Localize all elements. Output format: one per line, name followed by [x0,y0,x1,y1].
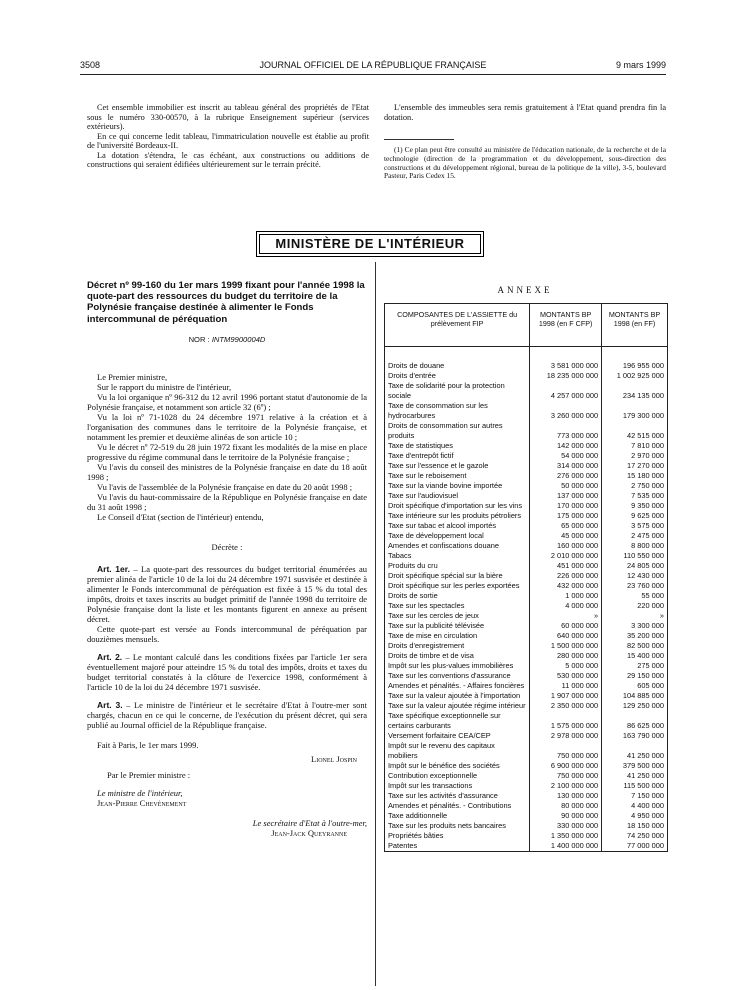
preamble-line: Le Conseil d'Etat (section de l'intérieur) entendu, [97,511,264,522]
amount-cfp: 1 907 000 000 [530,691,602,701]
tax-label: Droits de consommation sur autres produits [385,421,530,441]
preamble-line: Vu la loi organique nº 96-312 du 12 avril 1996 portant statut d'autonomie de la Polynésie française, et notamment son article 32 (6º) ; [87,391,367,412]
table-row [385,781,668,791]
article-number: Art. 3. [97,699,123,710]
table-row [385,481,668,491]
amount-ff: 41 250 000 [602,771,668,781]
table-row [385,611,668,621]
column-header-montants-ff: MONTANTS BP 1998 (en FF) [602,304,668,347]
amount-ff: 163 790 000 [602,731,668,741]
amount-cfp: 2 350 000 000 [530,701,602,711]
article-2 [87,652,367,692]
amount-cfp: 1 000 000 [530,591,602,601]
amount-ff: 605 000 [602,681,668,691]
tax-label: Taxe intérieure sur les produits pétroliers [385,511,530,521]
amount-cfp: » [530,611,602,621]
issue-date: 9 mars 1999 [615,60,666,70]
nor-label: NOR : [188,334,210,344]
amount-ff: 9 625 000 [602,511,668,521]
amount-ff: 2 475 000 [602,531,668,541]
tax-label: Propriétés bâties [385,831,530,841]
table-row [385,631,668,641]
amount-ff: 234 135 000 [602,381,668,401]
table-row [385,361,668,371]
secretary-title: Le secrétaire d'Etat à l'outre-mer, [252,817,367,828]
tax-label: Tabacs [385,551,530,561]
amount-cfp: 1 575 000 000 [530,711,602,731]
amount-ff: 179 300 000 [602,401,668,421]
amount-ff: 2 970 000 [602,451,668,461]
amount-ff: 3 575 000 [602,521,668,531]
column-header-montants-cfp: MONTANTS BP 1998 (en F CFP) [530,304,602,347]
amount-cfp: 1 400 000 000 [530,841,602,852]
amount-cfp: 4 000 000 [530,601,602,611]
preamble-line: Vu la loi nº 71-1028 du 24 décembre 1971 relative à la création et à l'organisation des communes dans le territoire de la Polynésie française, et notamment les premier et deuxième alinéas de son article 10 ; [87,411,367,442]
amount-cfp: 45 000 000 [530,531,602,541]
table-row [385,441,668,451]
amount-ff: 379 500 000 [602,761,668,771]
table-row [385,691,668,701]
tax-label: Taxe sur le reboisement [385,471,530,481]
tax-label: Droits d'entrée [385,371,530,381]
tax-label: Taxe sur les conventions d'assurance [385,671,530,681]
tax-label: Produits du cru [385,561,530,571]
paragraph: La dotation s'étendra, le cas échéant, aux constructions ou additions de constructions qui seraient édifiées ultérieurement sur le terrain précité. [87,150,369,169]
amount-cfp: 170 000 000 [530,501,602,511]
amount-cfp: 2 978 000 000 [530,731,602,741]
tax-label: Amendes et pénalités. - Contributions [385,801,530,811]
tax-label: Impôt sur le bénéfice des sociétés [385,761,530,771]
amount-ff: 196 955 000 [602,361,668,371]
article-1-paragraph [87,624,367,644]
table-row [385,521,668,531]
article-text: – Le ministre de l'intérieur et le secrétaire d'Etat à l'outre-mer sont chargés, chacun en ce qui le concerne, de l'exécution du présent décret, qui sera publié au Journal officiel de la République française. [87,699,368,730]
tax-label: Taxe de statistiques [385,441,530,451]
tax-label: Taxe sur la valeur ajoutée à l'importation [385,691,530,701]
tax-label: Patentes [385,841,530,852]
table-row [385,621,668,631]
amount-cfp: 530 000 000 [530,671,602,681]
amount-ff: 115 500 000 [602,781,668,791]
amount-cfp: 175 000 000 [530,511,602,521]
amount-cfp: 330 000 000 [530,821,602,831]
footnote: (1) Ce plan peut être consulté au ministère de l'éducation nationale, de la recherche et de la technologie (direction de la programmation et du développement, sous-direction des constructions et du développement régional, bureau de la politique de la ville), 3-5, boulevard Pasteur, Paris Cedex 15. [384,145,666,181]
tax-label: Contribution exceptionnelle [385,771,530,781]
amount-cfp: 3 260 000 000 [530,401,602,421]
table-row [385,681,668,691]
tax-label: Taxe spécifique exceptionnelle sur certains carburants [385,711,530,731]
amount-ff: 55 000 [602,591,668,601]
amount-cfp: 640 000 000 [530,631,602,641]
column-divider [375,262,376,986]
amount-ff: 15 400 000 [602,651,668,661]
pm-signature: Lionel Jospin [311,753,357,764]
amount-ff: 7 150 000 [602,791,668,801]
amount-ff: » [602,611,668,621]
amount-ff: 15 180 000 [602,471,668,481]
amount-cfp: 11 000 000 [530,681,602,691]
ministry-banner [256,231,484,257]
tax-label: Taxe sur les cercles de jeux [385,611,530,621]
amount-ff: 12 430 000 [602,571,668,581]
table-row [385,651,668,661]
annexe-table [384,303,668,852]
amount-ff: 77 000 000 [602,841,668,852]
amount-cfp: 130 000 000 [530,791,602,801]
tax-label: Versement forfaitaire CEA/CEP [385,731,530,741]
amount-ff: 42 515 000 [602,421,668,441]
amount-ff: 8 800 000 [602,541,668,551]
table-row [385,501,668,511]
article-1 [87,564,367,624]
running-header [80,60,666,74]
amount-ff: 220 000 [602,601,668,611]
table-row [385,401,668,421]
tax-label: Taxe de mise en circulation [385,631,530,641]
amount-ff: 7 535 000 [602,491,668,501]
amount-cfp: 750 000 000 [530,771,602,781]
tax-label: Taxe de solidarité pour la protection sociale [385,381,530,401]
amount-cfp: 6 900 000 000 [530,761,602,771]
decree-title: Décret nº 99-160 du 1er mars 1999 fixant pour l'année 1998 la quote-part des ressources du budget du territoire de la Polynésie française destinée à alimenter le Fonds intercommunal de péréquation [87,280,365,325]
tax-label: Taxe additionnelle [385,811,530,821]
amount-cfp: 80 000 000 [530,801,602,811]
amount-cfp: 65 000 000 [530,521,602,531]
preamble-line: Vu le décret nº 72-519 du 28 juin 1972 fixant les modalités de la mise en place progressive du régime communal dans le territoire de la Polynésie française ; [87,441,367,462]
amount-ff: 129 250 000 [602,701,668,711]
amount-cfp: 90 000 000 [530,811,602,821]
footnote-rule [384,139,454,140]
table-row [385,451,668,461]
tax-label: Droits de timbre et de visa [385,651,530,661]
nor-code: INTM9900004D [211,334,266,344]
amount-ff: 24 805 000 [602,561,668,571]
amount-ff: 4 400 000 [602,801,668,811]
annexe-title: ANNEXE [497,285,553,295]
amount-cfp: 432 000 000 [530,581,602,591]
tax-label: Droit spécifique d'importation sur les vins [385,501,530,511]
amount-cfp: 160 000 000 [530,541,602,551]
journal-title: JOURNAL OFFICIEL DE LA RÉPUBLIQUE FRANÇAISE [259,60,487,70]
amount-cfp: 60 000 000 [530,621,602,631]
amount-cfp: 137 000 000 [530,491,602,501]
amount-cfp: 54 000 000 [530,451,602,461]
secretary-name: Jean-Jack Queyranne [271,827,347,838]
amount-ff: 35 200 000 [602,631,668,641]
ministry-banner-text: MINISTÈRE DE L'INTÉRIEUR [259,234,481,254]
table-row [385,381,668,401]
table-row [385,371,668,381]
annexe-table-body [385,347,668,852]
amount-ff: 110 550 000 [602,551,668,561]
amount-ff: 18 150 000 [602,821,668,831]
amount-ff: 2 750 000 [602,481,668,491]
table-row [385,551,668,561]
table-row [385,771,668,781]
amount-ff: 17 270 000 [602,461,668,471]
tax-label: Taxe sur tabac et alcool importés [385,521,530,531]
amount-cfp: 750 000 000 [530,741,602,761]
tax-label: Impôt sur les plus-values immobilières [385,661,530,671]
by-prime-minister: Par le Premier ministre : [107,769,191,780]
page-number: 3508 [80,60,101,70]
amount-ff: 275 000 [602,661,668,671]
amount-ff: 82 500 000 [602,641,668,651]
table-row [385,461,668,471]
column-header-composantes: COMPOSANTES DE L'ASSIETTE du prélèvement FIP [385,304,530,347]
article-text: – Le montant calculé dans les conditions fixées par l'article 1er sera éventuellement majoré pour atteindre 15 % du total des impôts, droits et taxes du budget territorial constatés à la clôture de l'exercice 1998, conformément à l'article 10 de la loi du 24 décembre 1971 susvisée. [87,651,367,692]
amount-cfp: 4 257 000 000 [530,381,602,401]
article-3 [87,700,367,730]
tax-label: Taxe sur la valeur ajoutée régime intérieur [385,701,530,711]
tax-label: Taxe sur l'audiovisuel [385,491,530,501]
article-number: Art. 2. [97,651,123,662]
amount-ff: 3 300 000 [602,621,668,631]
paragraph: Cet ensemble immobilier est inscrit au tableau général des propriétés de l'Etat sous le numéro 330-00570, à la rubrique Enseignement supérieur (services extérieurs). [87,103,369,131]
amount-cfp: 773 000 000 [530,421,602,441]
table-row [385,601,668,611]
nor-reference [87,335,367,345]
table-row [385,661,668,671]
tax-label: Droits de douane [385,361,530,371]
article-number: Art. 1er. [97,563,130,574]
decrete: Décrète : [211,541,243,552]
top-left-column [87,103,369,170]
amount-cfp: 226 000 000 [530,571,602,581]
tax-label: Taxe de développement local [385,531,530,541]
tax-label: Taxe sur la viande bovine importée [385,481,530,491]
table-header-row [385,304,668,347]
amount-ff: 23 760 000 [602,581,668,591]
minister-name: Jean-Pierre Chevènement [97,797,187,808]
table-row [385,811,668,821]
article-text: – La quote-part des ressources du budget territorial énumérées au premier alinéa de l'article 10 de la loi du 24 décembre 1971 susvisée et destinée à alimenter le Fonds intercommunal de péréquation est fixée à 15 % du total des impôts, droits et taxes inscrits au budget primitif de l'année 1998 du territoire de Polynésie française dont la liste et les montants figurent en annexe au présent décret. [87,563,368,624]
amount-ff: 104 885 000 [602,691,668,701]
tax-label: Taxe sur les activités d'assurance [385,791,530,801]
amount-cfp: 18 235 000 000 [530,371,602,381]
table-row [385,711,668,731]
amount-cfp: 1 350 000 000 [530,831,602,841]
amount-cfp: 451 000 000 [530,561,602,571]
amount-ff: 74 250 000 [602,831,668,841]
amount-cfp: 142 000 000 [530,441,602,451]
amount-cfp: 2 100 000 000 [530,781,602,791]
minister-title: Le ministre de l'intérieur, [97,787,183,798]
tax-label: Impôt sur les transactions [385,781,530,791]
top-right-column [384,103,666,181]
tax-label: Amendes et pénalités. - Affaires foncières [385,681,530,691]
table-row [385,491,668,501]
amount-ff: 29 150 000 [602,671,668,681]
preamble-line: Le Premier ministre, [97,371,168,382]
table-row [385,641,668,651]
table-row [385,471,668,481]
preamble-line: Vu l'avis du conseil des ministres de la Polynésie française en date du 18 août 1998 ; [87,461,367,482]
table-row [385,591,668,601]
tax-label: Taxe sur les produits nets bancaires [385,821,530,831]
decree-column [87,280,367,838]
table-row [385,561,668,571]
tax-label: Taxe sur les spectacles [385,601,530,611]
amount-cfp: 2 010 000 000 [530,551,602,561]
amount-cfp: 276 000 000 [530,471,602,481]
tax-label: Taxe sur la publicité télévisée [385,621,530,631]
tax-label: Taxe sur l'essence et le gazole [385,461,530,471]
table-row [385,511,668,521]
done-at: Fait à Paris, le 1er mars 1999. [97,739,199,750]
table-row [385,821,668,831]
paragraph: L'ensemble des immeubles sera remis gratuitement à l'Etat quand prendra fin la dotation. [384,103,666,122]
amount-cfp: 1 500 000 000 [530,641,602,651]
table-row [385,791,668,801]
table-row [385,741,668,761]
amount-ff: 7 810 000 [602,441,668,451]
amount-ff: 86 625 000 [602,711,668,731]
amount-cfp: 280 000 000 [530,651,602,661]
table-row [385,731,668,741]
table-row [385,421,668,441]
tax-label: Droits d'enregistrement [385,641,530,651]
preamble-line: Vu l'avis du haut-commissaire de la République en Polynésie française en date du 31 août 1998 ; [87,491,367,512]
table-row [385,581,668,591]
table-row [385,531,668,541]
amount-ff: 4 950 000 [602,811,668,821]
table-row [385,761,668,771]
tax-label: Taxe d'entrepôt fictif [385,451,530,461]
preamble-line: Sur le rapport du ministre de l'intérieur, [97,381,232,392]
table-row [385,541,668,551]
header-rule [80,74,666,75]
article-text: Cette quote-part est versée au Fonds intercommunal de péréquation par douzièmes mensuels. [87,623,367,644]
table-row [385,701,668,711]
paragraph: En ce qui concerne ledit tableau, l'immatriculation nouvelle est établie au profit de l'université Bordeaux-II. [87,131,369,150]
amount-cfp: 314 000 000 [530,461,602,471]
tax-label: Impôt sur le revenu des capitaux mobiliers [385,741,530,761]
amount-cfp: 5 000 000 [530,661,602,671]
amount-cfp: 50 000 000 [530,481,602,491]
tax-label: Droit spécifique spécial sur la bière [385,571,530,581]
tax-label: Amendes et confiscations douane [385,541,530,551]
table-row [385,841,668,852]
amount-cfp: 3 581 000 000 [530,361,602,371]
table-row [385,671,668,681]
table-row [385,571,668,581]
tax-label: Taxe de consommation sur les hydrocarbures [385,401,530,421]
amount-ff: 9 350 000 [602,501,668,511]
preamble-line: Vu l'avis de l'assemblée de la Polynésie française en date du 20 août 1998 ; [97,481,353,492]
tax-label: Droit spécifique sur les perles exportées [385,581,530,591]
amount-ff: 41 250 000 [602,741,668,761]
table-row [385,801,668,811]
tax-label: Droits de sortie [385,591,530,601]
amount-ff: 1 002 925 000 [602,371,668,381]
table-row [385,831,668,841]
